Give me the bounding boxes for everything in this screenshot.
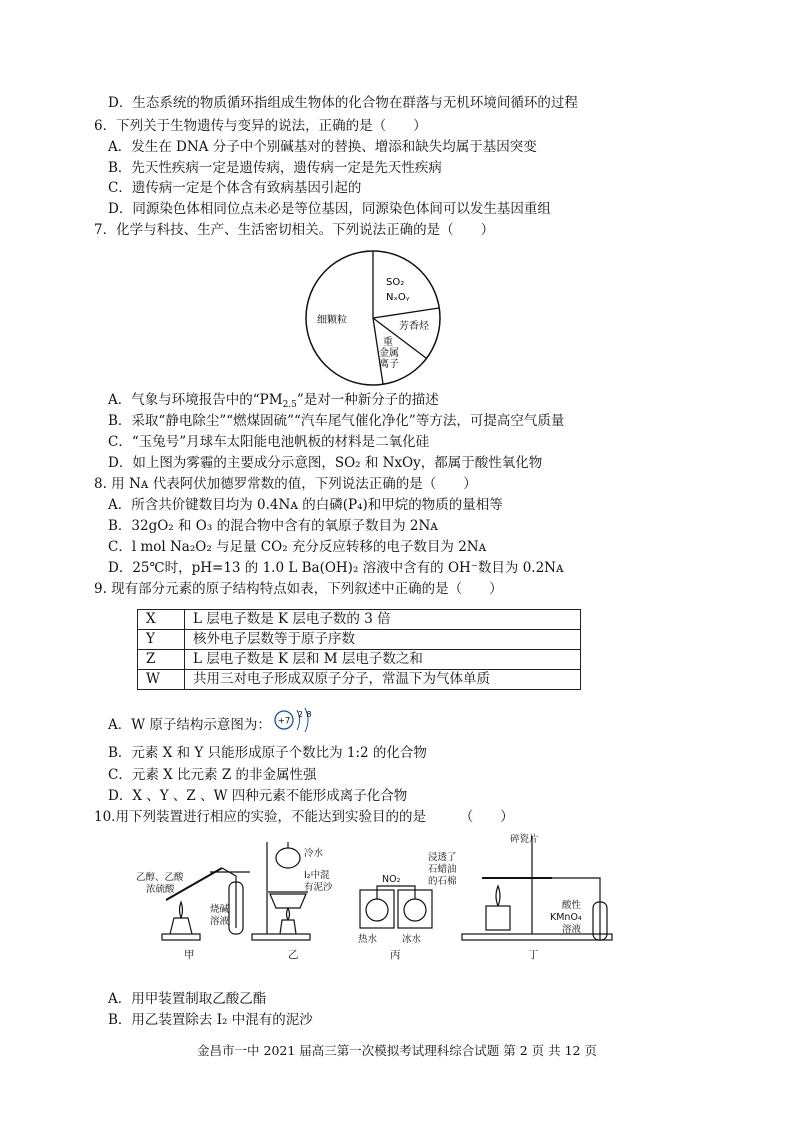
- q6-option-a: A．发生在 DNA 分子中个别碱基对的替换、增添和缺失均属于基因突变: [108, 139, 537, 155]
- yi-mix-1: I₂中混: [304, 870, 330, 881]
- jia-label: 甲: [184, 949, 195, 961]
- bing-left-bulb: [366, 899, 388, 921]
- shell-electrons-1: 2: [298, 710, 303, 719]
- table-cell-desc: L 层电子数是 K 层和 M 层电子数之和: [185, 650, 581, 670]
- bing-connector: [377, 886, 415, 899]
- q10-option-b: B．用乙装置除去 I₂ 中混有的泥沙: [108, 1012, 313, 1028]
- yi-label: 乙: [288, 949, 299, 961]
- q5-option-d: D．生态系统的物质循环指组成生物体的化合物在群落与无机环境间循环的过程: [108, 95, 578, 111]
- yi-burner: [280, 920, 296, 934]
- table-cell-desc: 共用三对电子形成双原子分子，常温下为气体单质: [185, 670, 581, 690]
- pie-label-fine-particles: 细颗粒: [317, 315, 347, 326]
- jia-base: [162, 934, 200, 940]
- ding-chips: 碎瓷片: [510, 834, 539, 845]
- pie-label-nxoy: NₓOᵧ: [386, 292, 410, 303]
- table-row: [138, 610, 581, 630]
- table-row: [138, 630, 581, 650]
- ding-cotton-1: 浸透了: [428, 852, 457, 863]
- table-cell-symbol: Z: [138, 650, 185, 670]
- table-cell-desc: L 层电子数是 K 层电子数的 3 倍: [185, 610, 581, 630]
- q6-option-b: B．先天性疾病一定是遗传病，遗传病一定是先天性疾病: [108, 160, 442, 176]
- apparatus-yi: [252, 842, 310, 940]
- ding-burner-block: [486, 906, 510, 930]
- q6-option-d: D．同源染色体相同位点未必是等位基因，同源染色体间可以发生基因重组: [108, 201, 551, 217]
- yi-mix-2: 有泥沙: [304, 882, 333, 893]
- bing-label: 丙: [390, 949, 401, 961]
- ding-cotton-2: 石蜡油: [428, 864, 457, 875]
- ding-cotton-3: 的石棉: [428, 876, 457, 887]
- table-cell-symbol: W: [138, 670, 185, 690]
- pie-label-aromatic: 芳香烃: [399, 321, 429, 332]
- q7-option-c: C．“玉兔号”月球车太阳能电池帆板的材料是二氧化硅: [108, 434, 430, 450]
- bing-gas: NO₂: [382, 874, 401, 885]
- jia-reagent-1: 乙醇、乙酸: [136, 872, 184, 883]
- yi-stand-base: [252, 934, 310, 940]
- q7-option-d: D．如上图为雾霾的主要成分示意图，SO₂ 和 NxOy，都属于酸性氧化物: [108, 455, 543, 471]
- q10-option-a: A．用甲装置制取乙酸乙酯: [108, 991, 267, 1007]
- jia-solution-2: 溶液: [210, 916, 230, 927]
- q9-option-b: B．元素 X 和 Y 只能形成原子个数比为 1:2 的化合物: [108, 745, 427, 761]
- ding-kmno4-2: KMnO₄: [550, 912, 582, 923]
- bing-right-bulb: [404, 899, 426, 921]
- q10-stem: 10.用下列装置进行相应的实验，不能达到实验目的的是 （ ）: [94, 809, 514, 825]
- apparatus-ding: [462, 836, 612, 940]
- nucleus-charge: +7: [277, 716, 291, 727]
- q9-option-a: A．W 原子结构示意图为：: [108, 717, 271, 733]
- q9-option-c: C．元素 X 比元素 Z 的非金属性强: [108, 767, 317, 783]
- pie-label-heavy-2: 金属: [379, 348, 399, 359]
- q7-option-a: A．气象与环境报告中的“$PM_{2.5}$”是对一种新分子的描述: [108, 392, 439, 410]
- q8-option-b: B．32gO₂ 和 O₃ 的混合物中含有的氧原子数目为 2Nᴀ: [108, 518, 438, 534]
- ding-label: 丁: [528, 949, 539, 961]
- yi-flame: [287, 908, 290, 920]
- q7-option-b: B．采取“静电除尘”“燃煤固硫”“汽车尾气催化净化”等方法，可提高空气质量: [108, 413, 565, 429]
- q6-stem: 6．下列关于生物遗传与变异的说法，正确的是（ ）: [94, 118, 427, 134]
- yi-water: 冷水: [304, 848, 324, 859]
- bing-ice: 冰水: [402, 934, 422, 945]
- jia-burner: [170, 918, 192, 934]
- ding-base: [462, 934, 612, 940]
- ding-flame: [496, 886, 500, 906]
- apparatus-figure: [132, 830, 652, 965]
- jia-flame: [180, 902, 183, 918]
- q6-option-c: C．遗传病一定是个体含有致病基因引起的: [108, 180, 362, 196]
- ding-kmno4-3: 溶液: [562, 924, 582, 935]
- pie-label-heavy-3: 离子: [379, 359, 399, 370]
- nitrogen-atom-structure-diagram: [272, 705, 318, 735]
- jia-reagent-2: 浓硫酸: [146, 884, 175, 895]
- yi-flask: [276, 848, 300, 868]
- q8-option-c: C．l mol Na₂O₂ 与足量 CO₂ 充分反应转移的电子数目为 2Nᴀ: [108, 539, 487, 555]
- q9-option-d: D．X 、Y 、Z 、W 四种元素不能形成离子化合物: [108, 788, 408, 804]
- element-table: [137, 609, 581, 690]
- bing-hot: 热水: [358, 934, 378, 945]
- q8-option-a: A．所含共价键数目均为 0.4Nᴀ 的白磷(P₄)和甲烷的物质的量相等: [108, 497, 503, 513]
- q7-stem: 7．化学与科技、生产、生活密切相关。下列说法正确的是（ ）: [94, 222, 495, 238]
- q8-option-d: D．25℃时，pH=13 的 1.0 L Ba(OH)₂ 溶液中含有的 OH⁻数目为 0.2Nᴀ: [108, 560, 564, 576]
- table-cell-symbol: Y: [138, 630, 185, 650]
- pie-label-so2: SO₂: [386, 277, 405, 288]
- shell-electrons-2: 8: [306, 710, 312, 719]
- pie-label-heavy-1: 重: [383, 337, 393, 348]
- table-cell-symbol: X: [138, 610, 185, 630]
- table-row: [138, 670, 581, 690]
- q8-stem: 8. 用 Nᴀ 代表阿伏加德罗常数的值，下列说法正确的是（ ）: [94, 476, 477, 492]
- apparatus-bing: [360, 886, 432, 928]
- table-row: [138, 650, 581, 670]
- ding-kmno4-1: 酸性: [562, 900, 582, 911]
- table-cell-desc: 核外电子层数等于原子序数: [185, 630, 581, 650]
- jia-solution-1: 烧碱: [210, 904, 230, 915]
- q9-stem: 9. 现有部分元素的原子结构特点如表，下列叙述中正确的是（ ）: [94, 581, 503, 597]
- yi-beaker: [270, 894, 306, 908]
- haze-composition-pie: [295, 248, 455, 388]
- page-footer: 金昌市一中 2021 届高三第一次模拟考试理科综合试题 第 2 页 共 12 页: [197, 1043, 597, 1058]
